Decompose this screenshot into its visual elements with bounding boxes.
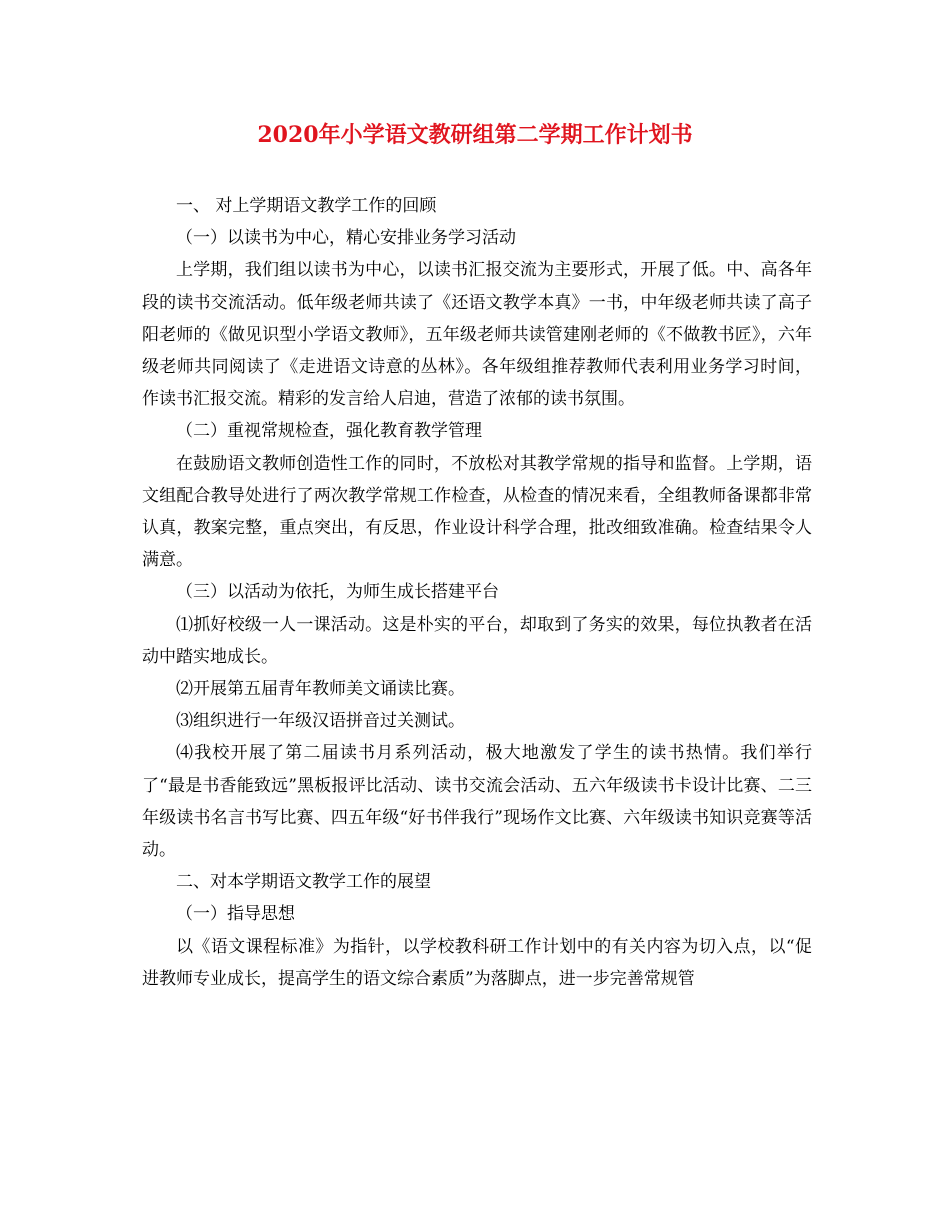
section-heading-review: 一、 对上学期语文教学工作的回顾 [176,196,437,216]
subheading-reading: （一）以读书为中心，精心安排业务学习活动 [176,228,516,249]
list-item-3: ⑶组织进行一年级汉语拼音过关测试。 [176,711,465,732]
subheading-routine-checks: （二）重视常规检查，强化教育教学管理 [176,421,482,442]
subheading-activities: （三）以活动为依托，为师生成长搭建平台 [176,582,499,603]
list-item-2: ⑵开展第五届青年教师美文诵读比赛。 [176,679,465,700]
paragraph-routine-checks: 在鼓励语文教师创造性工作的同时，不放松对其教学常规的指导和监督。上学期，语文组配合教导处进行了两次教学常规工作检查，从检查的情况来看，全组教师备课都非常认真，教案完整，重点突出，有反思，作业设计科学合理，批改细致准确。检查结果令人满意。 [142,453,812,571]
section-heading-outlook: 二、对本学期语文教学工作的展望 [176,872,431,893]
paragraph-guiding-ideology: 以《语文课程标准》为指针，以学校教科研工作计划中的有关内容为切入点，以“促进教师专业成长，提高学生的语文综合素质”为落脚点，进一步完善常规管 [142,936,812,989]
paragraph-reading-activities: 上学期，我们组以读书为中心，以读书汇报交流为主要形式，开展了低。中、高各年段的读书交流活动。低年级老师共读了《还语文教学本真》一书，中年级老师共读了高子阳老师的《做见识型小学语文教师》，五年级老师共读管建刚老师的《不做教书匠》，六年级老师共同阅读了《走进语文诗意的丛林》。各年级组推荐教师代表利用业务学习时间，作读书汇报交流。精彩的发言给人启迪，营造了浓郁的读书氛围。 [142,260,812,410]
document-title: 2020年小学语文教研组第二学期工作计划书 [257,122,693,148]
list-item-4: ⑷我校开展了第二届读书月系列活动，极大地激发了学生的读书热情。我们举行了“最是书香能致远”黑板报评比活动、读书交流会活动、五六年级读书卡设计比赛、二三年级读书名言书写比赛、四五年级“好书伴我行”现场作文比赛、六年级读书知识竞赛等活动。 [142,743,812,861]
list-item-1: ⑴抓好校级一人一课活动。这是朴实的平台，却取到了务实的效果，每位执教者在活动中踏实地成长。 [142,614,812,667]
document-body [142,190,812,995]
subheading-guiding-ideology: （一）指导思想 [176,904,295,925]
